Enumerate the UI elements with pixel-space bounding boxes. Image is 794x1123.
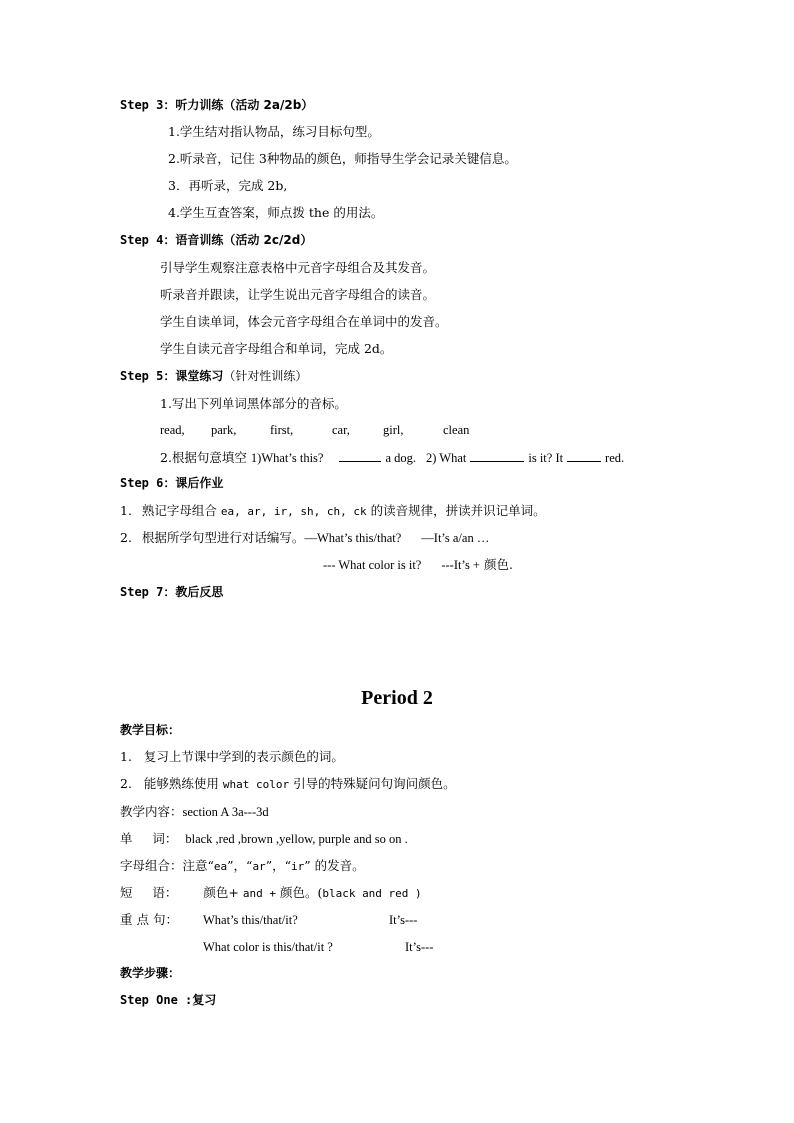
teaching-goal-2: 2. 能够熟练使用 what color 引导的特殊疑问句询问颜色。: [120, 776, 456, 791]
step-one-heading: Step One :复习: [120, 993, 217, 1007]
teaching-content: 教学内容：section A 3a---3d: [120, 804, 269, 819]
step5-item-2: 2.根据句意填空 1)What’s this? a dog. 2) What is it? It red.: [160, 450, 625, 465]
word-car: car,: [332, 423, 350, 437]
step5-heading: Step 5：课堂练习（针对性训练）: [120, 369, 308, 383]
step4-item-2: 听录音并跟读，让学生说出元音字母组合的读音。: [160, 287, 436, 302]
fill-blank-2[interactable]: [470, 449, 524, 462]
teaching-goals-label: 教学目标：: [120, 723, 181, 737]
key-sentence-1-question: What’s this/that/it?: [203, 913, 298, 927]
step5-item-1: 1.写出下列单词黑体部分的音标。: [160, 396, 347, 411]
step3-item-2: 2.听录音，记住 3种物品的颜色，师指导生学会记录关键信息。: [168, 151, 517, 166]
key-sentence-row-1: 重 点 句：: [120, 912, 178, 927]
key-sentence-2-question: What color is this/that/it ?: [203, 940, 333, 954]
period-2-title: Period 2: [361, 687, 433, 709]
word-read: read,: [160, 423, 185, 437]
step6-item-2: 2. 根据所学句型进行对话编写。—What’s this/that? —It’s a/an …: [120, 530, 490, 545]
step4-item-1: 引导学生观察注意表格中元音字母组合及其发音。: [160, 260, 436, 275]
step6-item-2-line-2: --- What color is it? ---It’s + 颜色.: [323, 557, 513, 572]
step7-heading: Step 7：教后反思: [120, 585, 224, 599]
step3-item-4: 4.学生互查答案，师点拨 the 的用法。: [168, 205, 384, 220]
key-sentence-2-answer: It’s---: [405, 940, 434, 954]
step6-item-1: 1. 熟记字母组合 ea, ar, ir, sh, ch, ck 的读音规律，拼读并识记单词。: [120, 503, 546, 518]
word-park: park,: [211, 423, 237, 437]
word-first: first,: [270, 423, 294, 437]
fill-blank-3[interactable]: [567, 449, 601, 462]
step3-heading: Step 3：听力训练（活动 2a/2b）: [120, 98, 314, 112]
step4-heading: Step 4：语音训练（活动 2c/2d）: [120, 233, 313, 247]
step3-item-1: 1.学生结对指认物品，练习目标句型。: [168, 124, 380, 139]
phrase-row: 短 语： 颜色+ and + 颜色。(black and red ): [120, 885, 422, 900]
letter-combination-row: 字母组合：注意“ea”，“ar”，“ir” 的发音。: [120, 858, 365, 873]
step4-item-3: 学生自读单词，体会元音字母组合在单词中的发音。: [160, 314, 448, 329]
teaching-goal-1: 1. 复习上节课中学到的表示颜色的词。: [120, 749, 344, 764]
step6-heading: Step 6：课后作业: [120, 476, 224, 490]
fill-blank-1[interactable]: [339, 449, 381, 462]
vocabulary-row: 单 词： black ,red ,brown ,yellow, purple and so on .: [120, 831, 408, 846]
key-sentence-1-answer: It’s---: [389, 913, 418, 927]
word-girl: girl,: [383, 423, 404, 437]
teaching-steps-label: 教学步骤：: [120, 966, 181, 980]
step4-item-4: 学生自读元音字母组合和单词，完成 2d。: [160, 341, 393, 356]
step3-item-3: 3．再听录，完成 2b,: [168, 178, 288, 193]
word-clean: clean: [443, 423, 470, 437]
